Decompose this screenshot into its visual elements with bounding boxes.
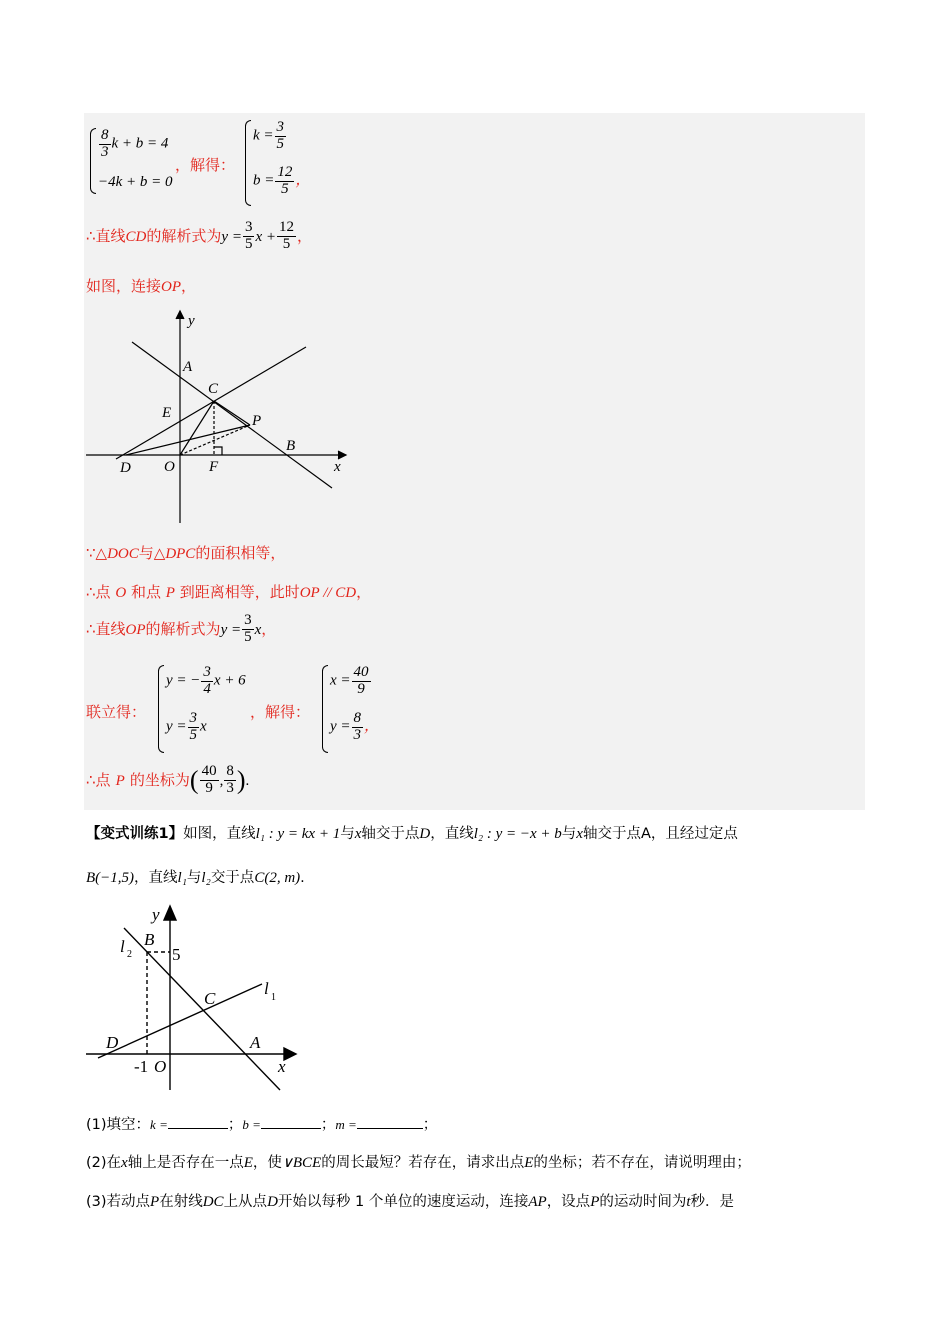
cd-expression: ∴直线CD的解析式为y = $\frac{3}{5}$ x + $\frac{12}{5}$ ， <box>86 219 312 252</box>
exercise-line-2: B(−1,5)，直线l₁与l₂交于点C(2, m). <box>86 870 305 886</box>
fig1-label-p: P <box>252 413 262 429</box>
fig1-label-b: B <box>286 438 296 454</box>
jiede-2: ，解得： <box>250 703 311 721</box>
jiede-1: ，解得： <box>175 156 236 174</box>
question-1: (1)填空：k = ；b = ；m = ； <box>86 1117 438 1133</box>
lianli-label: 联立得： <box>86 703 147 721</box>
because-line: ∵△DOC与△DPC的面积相等， <box>86 544 286 562</box>
fig2-label-d: D <box>106 1033 119 1052</box>
fig2-label-b: B <box>144 930 155 949</box>
fig1-label-c: C <box>208 381 219 397</box>
figure-2 <box>84 900 300 1096</box>
fig2-label-neg1: -1 <box>134 1057 149 1076</box>
fig2-label-l1: l <box>264 979 269 998</box>
fig1-label-x: x <box>334 459 341 475</box>
fig2-label-l2-sub: 2 <box>127 949 132 960</box>
fig2-label-a: A <box>250 1033 261 1052</box>
fig2-label-o: O <box>154 1057 167 1076</box>
fig2-label-c: C <box>204 989 216 1008</box>
fig2-label-l1-sub: 1 <box>271 992 276 1003</box>
blank-k[interactable] <box>168 1116 228 1129</box>
connect-op: 如图，连接OP， <box>86 277 197 295</box>
fig1-label-a: A <box>183 359 193 375</box>
distance-line: ∴点 O 和点 P 到距离相等，此时OP // CD， <box>86 583 372 601</box>
fig2-label-l2: l <box>120 937 125 956</box>
blank-m[interactable] <box>357 1116 423 1129</box>
figure-1 <box>84 305 354 527</box>
fig2-label-5: 5 <box>172 945 181 964</box>
exercise-line-1: 【变式训练1】如图，直线l₁ : y = kx + 1与x轴交于点D，直线l₂ : y = −x + b与x轴交于点A，且经过定点 <box>86 826 738 842</box>
question-2: (2)在x轴上是否存在一点E，使∨BCE的周长最短？若存在，请求出点E的坐标；若不存在，请说明理由； <box>86 1155 751 1171</box>
op-expression: ∴直线OP的解析式为y = $\frac{3}{5}$ x， <box>86 612 277 645</box>
fig2-label-x: x <box>278 1057 286 1076</box>
blank-b[interactable] <box>261 1116 321 1129</box>
fig1-label-e: E <box>162 405 172 421</box>
fig1-label-o: O <box>164 459 175 475</box>
fig1-label-d: D <box>120 460 131 476</box>
fig2-label-y: y <box>152 905 160 924</box>
frac-8-3: $\frac{8}{3}$ <box>101 127 109 160</box>
fig1-label-y: y <box>188 313 195 329</box>
fig1-label-f: F <box>209 459 219 475</box>
question-3: (3)若动点P在射线DC上从点D开始以每秒 1 个单位的速度运动，连接AP，设点P的运动时间为t秒．是 <box>86 1194 735 1210</box>
coord-line: ∴点 P 的坐标为( $\frac{40}{9}$ , $\frac{8}{3}$ ). <box>86 763 250 796</box>
